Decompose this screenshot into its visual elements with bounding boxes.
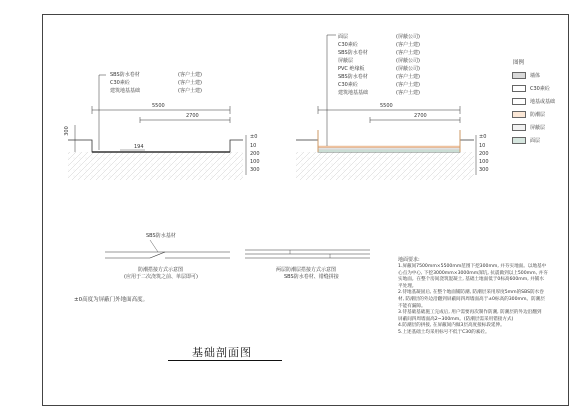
right-callout-8: 建筑地基基础 [338, 90, 369, 96]
right-callout-4: 屏蔽层 [338, 58, 354, 64]
drawing-title: 基础剖面图 [192, 346, 252, 359]
left-dim-pm: ±0 [250, 134, 258, 140]
detail-right-caption: 两层防潮层搭接方式示意图 [276, 267, 337, 273]
right-callout-1-tag: (屏蔽公司) [396, 34, 420, 40]
detail-left-caption: 防潮搭接方式示意图 [138, 267, 184, 273]
right-callout-8-tag: (客户土建) [396, 90, 420, 96]
requirement-line: 2.待地基凝固后, 在整个地面铺防潮, 防潮层采用厚度5mm的SBS防水卷 [398, 290, 544, 296]
right-callout-5-tag: (屏蔽公司) [396, 66, 420, 72]
requirement-line: 不能有漏隙。 [398, 303, 426, 309]
detail-left-label: SBS防水基材 [146, 233, 176, 239]
right-callout-2-tag: (客户土建) [396, 42, 420, 48]
left-dim-inner: 2700 [186, 113, 199, 119]
requirement-line: 3.待基础基础施工完成后, 用户需要再次制作防潮, 防潮层的外边沿翻到 [398, 310, 542, 316]
right-dim-side-3: 100 [479, 159, 489, 165]
left-dim-side-2: 200 [250, 151, 260, 157]
requirement-line: 材, 防潮层的外边沿翻到屏蔽间四周墙面高于±0标高的300mm。防潮层 [398, 297, 545, 302]
requirement-line: 实地面。在整个房间浇筑混凝土, 基础土地面低于0标高600mm, 并铺水 [398, 277, 544, 283]
left-dim-194: 194 [134, 144, 144, 150]
requirement-line: 平处理。 [398, 283, 417, 289]
requirements-heading: 地面要求: [398, 257, 420, 263]
requirement-line: 屏蔽间四周墙面高2~300mm。(防潮层需采用错接方式) [398, 316, 514, 322]
left-callout-1: SBS防水卷材 [110, 72, 140, 78]
left-callout-3: 建筑地基基础 [110, 88, 141, 94]
right-callout-7: C30素砼 [338, 82, 358, 88]
right-dim-overall: 5500 [380, 103, 393, 109]
zero-height-note: ±0高度为屏蔽门外地面高度。 [74, 297, 149, 303]
left-callout-2: C30素砼 [110, 80, 130, 86]
right-callout-4-tag: (屏蔽公司) [396, 58, 420, 64]
right-dim-side-4: 300 [479, 167, 489, 173]
right-dim-inner: 2700 [414, 113, 427, 119]
legend-label: 防潮层 [530, 112, 546, 118]
legend-label: C30素砼 [530, 86, 550, 92]
detail-right-caption2: SBS防水卷材、错缝拼接 [284, 274, 339, 280]
right-callout-5: PVC 绝缘板 [338, 66, 365, 72]
legend-label: 屏蔽层 [530, 125, 546, 131]
requirement-line: 1.屏蔽间7500mm×5500mm范围下挖300mm, 并夯实地面。以地基中 [398, 264, 547, 269]
right-callout-3-tag: (客户土建) [396, 50, 420, 56]
right-callout-1: 面层 [338, 34, 349, 40]
detail-left-caption2: (应用于二次浇筑之前、单层即可) [124, 274, 198, 280]
legend-label: 墙体 [530, 73, 541, 79]
right-callout-6: SBS防水卷材 [338, 74, 368, 80]
right-dim-side-1: 10 [479, 143, 486, 149]
left-dim-side-4: 300 [250, 167, 260, 173]
left-callout-2-tag: (客户土建) [178, 80, 202, 86]
left-dim-side-1: 10 [250, 143, 257, 149]
left-dim-side-3: 100 [250, 159, 260, 165]
title-underline [168, 360, 282, 361]
left-dim-overall: 5500 [152, 103, 165, 109]
legend-label: 地基或基础 [530, 99, 556, 105]
requirement-line: 心点为中心, 下挖3000mm×3000mm深坑, 抗震做到以上500mm, 并夯 [398, 270, 548, 276]
requirement-line: 5.上述基础土均采用标号不低于C30的素砼。 [398, 330, 490, 335]
left-callout-1-tag: (客户土建) [178, 72, 202, 78]
left-callout-3-tag: (客户土建) [178, 88, 202, 94]
right-callout-6-tag: (客户土建) [396, 74, 420, 80]
right-callout-3: SBS防水卷材 [338, 50, 368, 56]
right-dim-side-2: 200 [479, 151, 489, 157]
right-callout-7-tag: (客户土建) [396, 82, 420, 88]
left-dim-300: 300 [63, 126, 70, 136]
right-dim-pm: ±0 [479, 134, 487, 140]
legend-label: 面层 [530, 138, 541, 144]
legend-title: 图例 [513, 60, 525, 66]
right-callout-2: C30素砼 [338, 42, 358, 48]
requirement-line: 4.防潮层的拼接, 在屏蔽间内做3层高度接标段延伸。 [398, 323, 505, 329]
